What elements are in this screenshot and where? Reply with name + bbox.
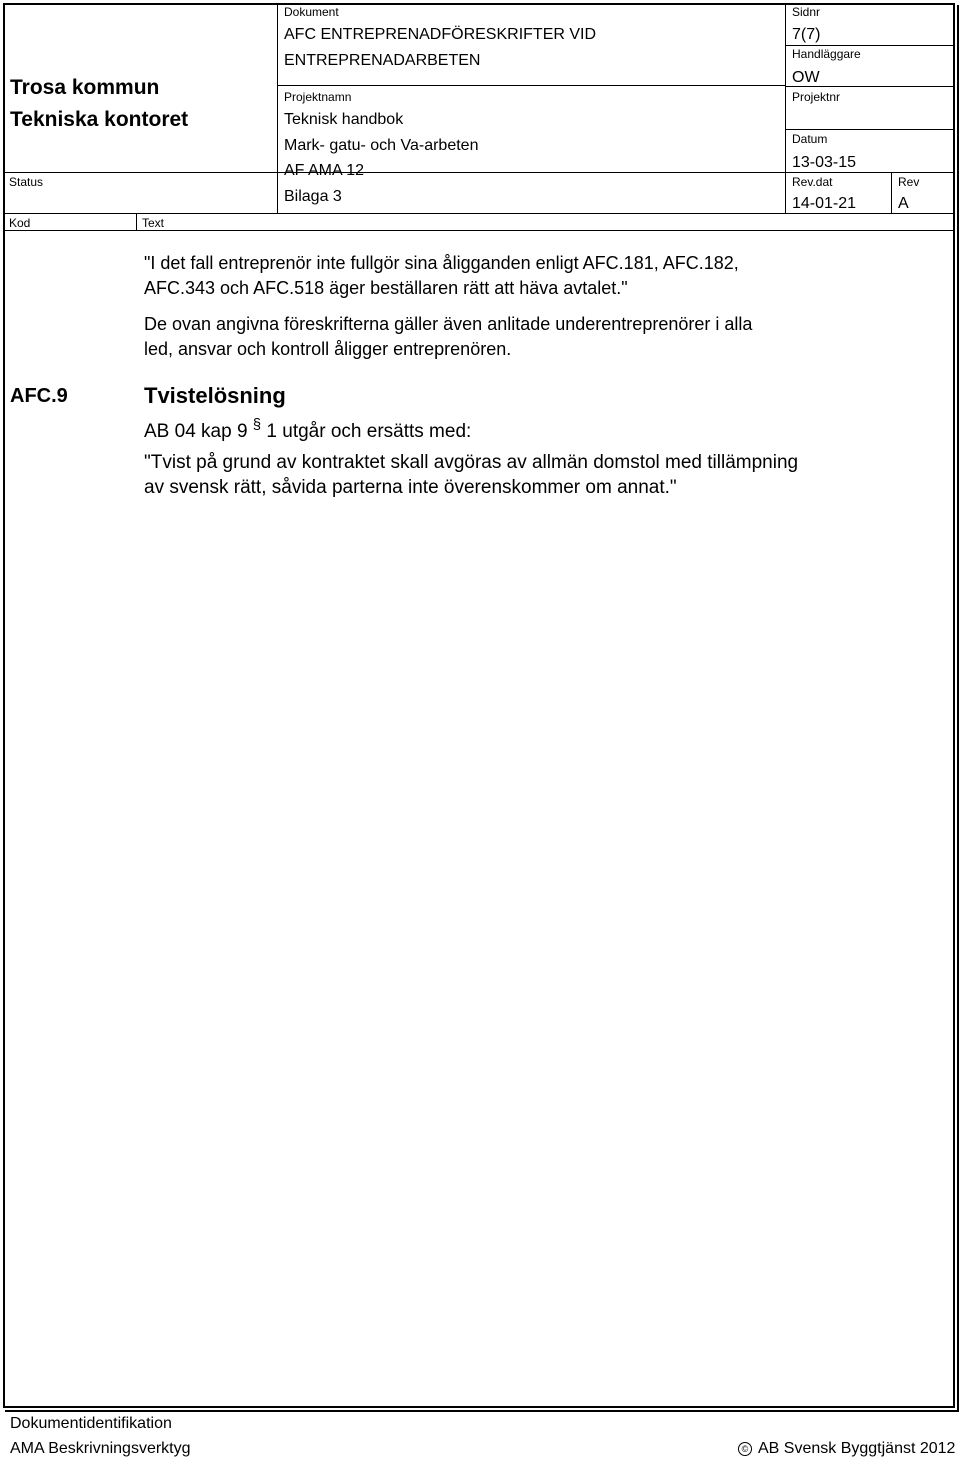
header-rule-status [3, 172, 955, 173]
project-line-4: Bilaga 3 [284, 188, 342, 205]
handler-label: Handläggare [792, 47, 861, 61]
handler-value: OW [792, 69, 820, 86]
copyright [738, 1441, 955, 1457]
header-rule-handlaggare [785, 86, 955, 87]
paragraph-line: De ovan angivna föreskrifterna gäller även anlitade underentreprenörer i alla [144, 314, 753, 334]
date-value: 13-03-15 [792, 154, 857, 171]
section-code: AFC.9 [10, 385, 68, 407]
date-label: Datum [792, 132, 828, 146]
header-divider-vertical-3 [891, 172, 892, 213]
header-rule-sidnr [785, 45, 955, 46]
header-divider-vertical-2 [785, 3, 786, 213]
paragraph-line: "I det fall entreprenör inte fullgör sina åligganden enligt AFC.181, AFC.182, [144, 253, 739, 273]
paragraph-termination-clause [144, 251, 739, 301]
paragraph-subcontractor-clause [144, 312, 752, 362]
tool-name: AMA Beskrivningsverktyg [10, 1440, 191, 1457]
project-line-3: AF AMA 12 [284, 162, 365, 179]
organization-name [10, 72, 188, 136]
project-number-label: Projektnr [792, 90, 841, 104]
document-title-line-2: ENTREPRENADARBETEN [284, 52, 481, 69]
organization-line-1: Trosa kommun [10, 76, 160, 99]
column-header-rule [3, 230, 955, 231]
revision-date-value: 14-01-21 [792, 195, 857, 212]
section-replacement-note [144, 416, 472, 445]
paragraph-line: led, ansvar och kontroll åligger entreprenören. [144, 339, 512, 359]
revision-label: Rev [898, 175, 920, 189]
project-line-2: Mark- gatu- och Va-arbeten [284, 137, 479, 154]
revision-date-label: Rev.dat [792, 175, 833, 189]
page-number-value: 7(7) [792, 26, 821, 43]
organization-line-2: Tekniska kontoret [10, 108, 189, 131]
project-line-1: Teknisk handbok [284, 111, 404, 128]
code-column-label: Kod [9, 216, 31, 230]
header-divider-vertical-1 [277, 3, 278, 213]
section-heading: Tvistelösning [144, 383, 286, 408]
replacement-note-prefix: AB 04 kap 9 [144, 421, 253, 442]
copyright-text: AB Svensk Byggtjänst 2012 [758, 1440, 956, 1457]
replacement-note-suffix: 1 utgår och ersätts med: [261, 421, 472, 442]
header-rule-projektnr [785, 129, 955, 130]
document-label: Dokument [284, 5, 339, 19]
copyright-icon: © [738, 1442, 752, 1456]
header-rule-bottom [3, 213, 955, 214]
quote-line: av svensk rätt, såvida parterna inte överenskommer om annat." [144, 477, 677, 498]
document-title-line-1: AFC ENTREPRENADFÖRESKRIFTER VID [284, 26, 597, 43]
status-label: Status [9, 175, 44, 189]
document-identification-label: Dokumentidentifikation [10, 1415, 172, 1432]
paragraph-line: AFC.343 och AFC.518 äger beställaren rätt att häva avtalet." [144, 278, 628, 298]
dispute-resolution-quote [144, 450, 798, 500]
page-number-label: Sidnr [792, 5, 821, 19]
project-name-label: Projektnamn [284, 90, 352, 104]
header-rule-dokument [277, 85, 785, 86]
column-header-tick [136, 214, 137, 230]
text-column-label: Text [142, 216, 165, 230]
section-sign: § [252, 416, 262, 433]
quote-line: "Tvist på grund av kontraktet skall avgöras av allmän domstol med tillämpning [144, 452, 799, 473]
revision-value: A [898, 195, 909, 212]
